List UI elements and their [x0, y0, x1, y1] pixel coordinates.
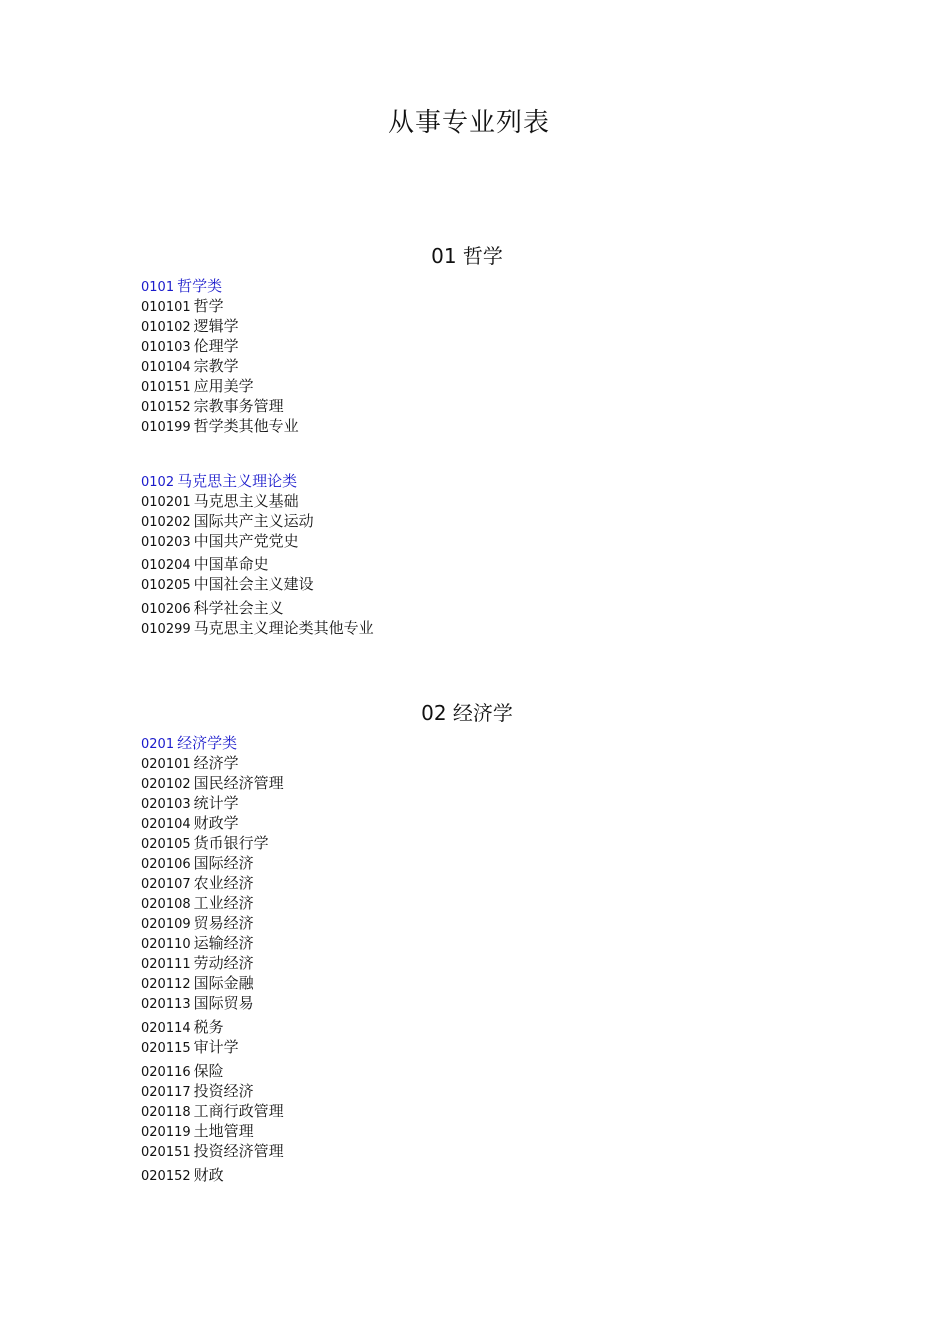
list-item: 010152 宗教事务管理 [141, 397, 284, 415]
list-item: 020116 保险 [141, 1062, 224, 1080]
list-item: 020108 工业经济 [141, 894, 254, 912]
list-item: 020105 货币银行学 [141, 834, 269, 852]
category-list-0102 [141, 471, 374, 638]
list-item: 020104 财政学 [141, 814, 239, 832]
list-item: 010205 中国社会主义建设 [141, 575, 314, 593]
list-item: 020151 投资经济管理 [141, 1142, 284, 1160]
list-item: 010101 哲学 [141, 297, 224, 315]
list-item: 020115 审计学 [141, 1038, 239, 1056]
category-list-0101 [141, 276, 299, 436]
section-heading-philosophy: 01 哲学 [431, 244, 503, 268]
list-item: 020114 税务 [141, 1018, 224, 1036]
list-item: 010199 哲学类其他专业 [141, 417, 299, 435]
list-item: 020101 经济学 [141, 754, 239, 772]
page-title: 从事专业列表 [387, 108, 550, 138]
category-header: 0201 经济学类 [141, 734, 238, 752]
list-item: 010104 宗教学 [141, 357, 239, 375]
list-item: 020107 农业经济 [141, 874, 254, 892]
list-item: 010102 逻辑学 [141, 317, 239, 335]
list-item: 010203 中国共产党党史 [141, 532, 299, 550]
list-item: 020102 国民经济管理 [141, 774, 284, 792]
list-item: 020112 国际金融 [141, 974, 254, 992]
list-item: 010201 马克思主义基础 [141, 492, 299, 510]
list-item: 020117 投资经济 [141, 1082, 254, 1100]
category-list-0201 [141, 733, 284, 1185]
list-item: 020119 土地管理 [141, 1122, 254, 1140]
list-item: 010299 马克思主义理论类其他专业 [141, 619, 374, 637]
category-header: 0102 马克思主义理论类 [141, 472, 298, 490]
list-item: 020109 贸易经济 [141, 914, 254, 932]
list-item: 020110 运输经济 [141, 934, 254, 952]
list-item: 010202 国际共产主义运动 [141, 512, 314, 530]
list-item: 010206 科学社会主义 [141, 599, 284, 617]
list-item: 020118 工商行政管理 [141, 1102, 284, 1120]
list-item: 010204 中国革命史 [141, 555, 269, 573]
list-item: 020103 统计学 [141, 794, 239, 812]
list-item: 020111 劳动经济 [141, 954, 254, 972]
section-heading-economics: 02 经济学 [421, 701, 513, 725]
list-item: 020152 财政 [141, 1166, 224, 1184]
list-item: 020106 国际经济 [141, 854, 254, 872]
list-item: 020113 国际贸易 [141, 994, 254, 1012]
category-header: 0101 哲学类 [141, 277, 223, 295]
list-item: 010151 应用美学 [141, 377, 254, 395]
list-item: 010103 伦理学 [141, 337, 239, 355]
